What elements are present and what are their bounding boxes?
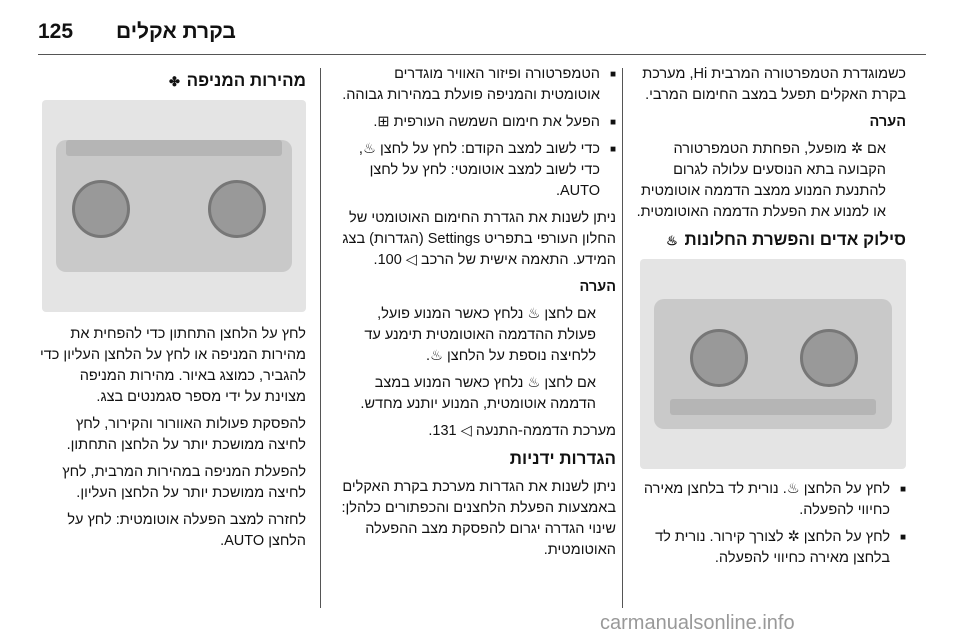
button-row xyxy=(66,140,282,156)
fan-off-paragraph: להפסקת פעולות האוורור והקירור, לחץ לחיצה ממושכת יותר על הלחצן התחתון. xyxy=(66,416,306,453)
knob-left xyxy=(72,180,130,238)
note-text-1: אם לחצן ♨ נלחץ כאשר המנוע פועל, פעולת ההדממה האוטומטית תימנע עד ללחיצה נוספת על הלחצן ♨. xyxy=(364,306,596,364)
knob-right xyxy=(208,180,266,238)
bullet-cooling-on: ■ לחץ על הלחצן ✲ לצורך קירור. נורית לד בלחצן מאירה כחיווי להפעלה. xyxy=(634,527,906,569)
fan-max-paragraph: להפעלת המניפה במהירות המרבית, לחץ לחיצה ממושכת יותר על הלחצן העליון. xyxy=(62,464,306,501)
climate-panel-photo-fan xyxy=(42,100,306,312)
knob-right xyxy=(800,329,858,387)
column-middle xyxy=(336,64,616,567)
column-left xyxy=(38,64,306,558)
page-title: בקרת אקלים xyxy=(116,20,236,43)
note-title: הערה xyxy=(579,279,616,295)
column-divider xyxy=(622,68,623,608)
settings-paragraph: ניתן לשנות את הגדרת החימום האוטומטי של החלון העורפי בתפריט Settings (הגדרות) בצג המידע. התאמה אישית של הרכב ◁ 100. xyxy=(342,210,616,268)
fan-auto-paragraph: לחזרה למצב הפעלה אוטומטית: לחץ על הלחצן AUTO. xyxy=(67,512,306,549)
knob-left xyxy=(690,329,748,387)
section-title-defrost: סילוק אדים והפשרת החלונות ♨ xyxy=(666,230,906,249)
windshield-defrost-icon: ♨ xyxy=(666,233,678,248)
note-title: הערה xyxy=(869,114,906,130)
note-text-2: אם לחצן ♨ נלחץ כאשר המנוע במצב הדממה אוטומטית, המנוע יותנע מחדש. xyxy=(360,375,596,412)
hi-temp-paragraph: כשמוגדרת הטמפרטורה המרבית Hi, מערכת בקרת האקלים תפעל במצב החימום המרבי. xyxy=(642,66,906,103)
manual-settings-paragraph: ניתן לשנות את הגדרות מערכת בקרת האקלים באמצעות הפעלת הלחצנים והכפתורים כלהלן: שינוי הגדרה יגרום להפסקת מצב ההפעלה האוטומטית. xyxy=(341,479,616,558)
stop-start-reference: מערכת הדממה-התנעה ◁ 131. xyxy=(428,423,616,439)
bullet-return-mode: ■ כדי לשוב למצב הקודם: לחץ על לחצן ♨, כדי לשוב למצב אוטומטי: לחץ על לחצן AUTO. xyxy=(336,139,616,202)
column-divider xyxy=(320,68,321,608)
page-header xyxy=(38,16,926,56)
bullet-auto-distribution: ■ הטמפרטורה ופיזור האוויר מוגדרים אוטומטית והמניפה פועלת במהירות גבוהה. xyxy=(336,64,616,106)
bullet-defrost-on: ■ לחץ על הלחצן ♨. נורית לד בלחצן מאירה כחיווי להפעלה. xyxy=(634,479,906,521)
climate-panel-photo-defrost xyxy=(640,259,906,469)
watermark: carmanualsonline.info xyxy=(600,612,795,634)
section-title-fan: מהירות המניפה ✤ xyxy=(169,71,306,90)
note-text: אם ✲ מופעל, הפחתת הטמפרטורה הקבועה בתא הנוסעים עלולה לגרום להתנעת המנוע ממצב הדממה אוטומטית או למנוע את הפעלת הדממה האוטומטית. xyxy=(636,141,886,220)
column-right xyxy=(634,64,906,575)
button-row xyxy=(670,399,876,415)
fan-speed-paragraph: לחץ על הלחצן התחתון כדי להפחית את מהירות המניפה או לחץ על הלחצן העליון כדי להגביר, כמוצג באיור. מהירות המניפה מצוינת על ידי מספר סגמנטים בצג. xyxy=(39,326,306,405)
header-rule xyxy=(38,54,926,55)
fan-icon: ✤ xyxy=(169,74,180,89)
section-title-manual: הגדרות ידניות xyxy=(509,449,616,468)
page-number: 125 xyxy=(38,20,74,43)
bullet-rear-heater: ■ הפעל את חימום השמשה העורפית ⊞. xyxy=(336,112,616,133)
